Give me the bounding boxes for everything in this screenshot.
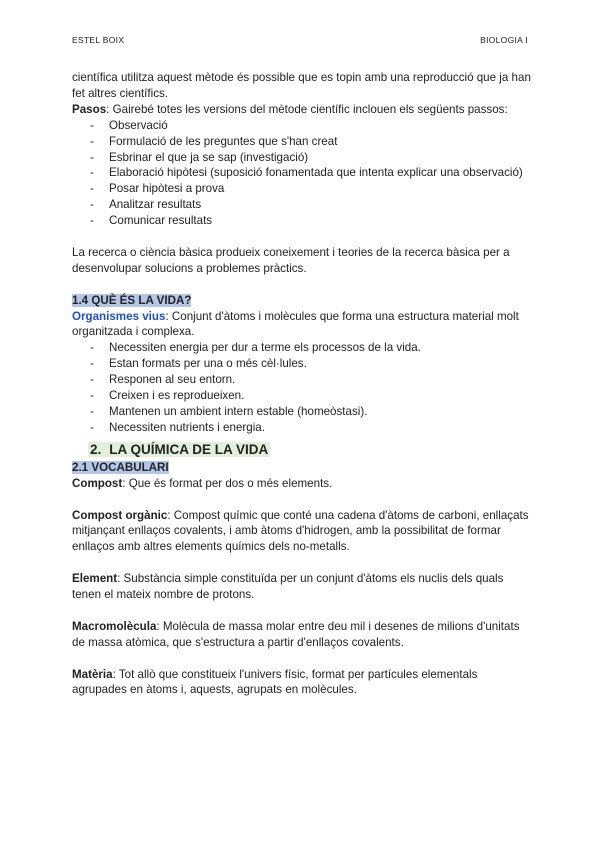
header-author: ESTEL BOIX bbox=[72, 35, 125, 45]
list-item: - Observació bbox=[72, 118, 532, 134]
list-item: - Esbrinar el que ja se sap (investigació) bbox=[72, 150, 532, 166]
definition-term: Matèria bbox=[72, 667, 113, 681]
list-item: - Elaboració hipòtesi (suposició fonamentada que intenta explicar una observació) bbox=[72, 165, 532, 181]
organismes-term: Organismes vius bbox=[72, 309, 166, 323]
section-2-title: LA QUÍMICA DE LA VIDA bbox=[109, 441, 269, 457]
list-item: - Comunicar resultats bbox=[72, 213, 532, 229]
list-item: - Creixen i es reprodueixen. bbox=[72, 388, 532, 404]
definition-element bbox=[72, 571, 532, 603]
pasos-text: : Gairebé totes les versions del mètode científic inclouen els següents passos: bbox=[106, 102, 508, 116]
recerca-paragraph: La recerca o ciència bàsica produeix coneixement i teories de la recerca bàsica per a desenvolupar solucions a problemes pràctics. bbox=[72, 245, 510, 275]
definition-text: : Molècula de massa molar entre deu mil i desenes de milions d'unitats de massa atòmica, que s'estructura a partir d'enllaços covalents. bbox=[72, 619, 520, 649]
definition-text: : Substància simple constituïda per un conjunt d'àtoms els nuclis dels quals tenen el mateix nombre de protons. bbox=[72, 572, 504, 602]
list-item: - Posar hipòtesi a prova bbox=[72, 181, 532, 197]
list-item: - Estan formats per una o més cèl·lules. bbox=[72, 356, 532, 372]
list-item: - Necessiten energia per dur a terme els processos de la vida. bbox=[72, 340, 532, 356]
page-content bbox=[72, 70, 532, 698]
definition-text: : Compost químic que conté una cadena d'àtoms de carboni, enllaçats mitjançant enllaços covalents, i amb àtoms d'hidrogen, amb la possibilitat de formar enllaços amb altres elements químics dels no-metalls. bbox=[72, 508, 529, 554]
definition-term: Compost orgànic bbox=[72, 508, 168, 522]
pasos-term: Pasos bbox=[72, 102, 107, 116]
definition-term: Macromolècula bbox=[72, 619, 157, 633]
definition-compost bbox=[72, 476, 532, 492]
organismes-paragraph bbox=[72, 309, 532, 341]
list-item: - Analitzar resultats bbox=[72, 197, 532, 213]
definition-macromolecula bbox=[72, 619, 532, 651]
definition-term: Element bbox=[72, 572, 118, 586]
intro-paragraph: científica utilitza aquest mètode és possible que es topin amb una reproducció que ja han fet altres científics. bbox=[72, 71, 531, 100]
list-item: - Mantenen un ambient intern estable (homeòstasi). bbox=[72, 404, 532, 420]
definition-term: Compost bbox=[72, 476, 123, 490]
section-2-number: 2. bbox=[90, 441, 102, 457]
definition-materia bbox=[72, 667, 532, 699]
header-subject: BIOLOGIA I bbox=[480, 35, 528, 45]
section-1-4-title: 1.4 QUÈ ÉS LA VIDA? bbox=[72, 293, 192, 307]
definition-text: : Que és format per dos o més elements. bbox=[122, 476, 333, 490]
organismes-text: : Conjunt d'àtoms i molècules que forma una estructura material molt organitzada i complexa. bbox=[72, 309, 519, 339]
section-1-4-heading bbox=[72, 293, 532, 309]
definition-text: : Tot allò que constitueix l'univers físic, format per partícules elementals agrupades en àtoms i, aquests, agrupats en molècules. bbox=[72, 667, 478, 697]
section-2-heading bbox=[72, 441, 532, 459]
list-item: - Responen al seu entorn. bbox=[72, 372, 532, 388]
list-item: - Necessiten nutrients i energia. bbox=[72, 420, 532, 436]
section-2-1-title: 2.1 VOCABULARI bbox=[72, 460, 169, 474]
section-2-1-heading bbox=[72, 460, 532, 476]
organismes-list bbox=[72, 340, 532, 435]
pasos-list bbox=[72, 118, 532, 229]
pasos-paragraph bbox=[72, 102, 532, 118]
definition-compost-organic bbox=[72, 508, 532, 556]
list-item: - Formulació de les preguntes que s'han creat bbox=[72, 134, 532, 150]
